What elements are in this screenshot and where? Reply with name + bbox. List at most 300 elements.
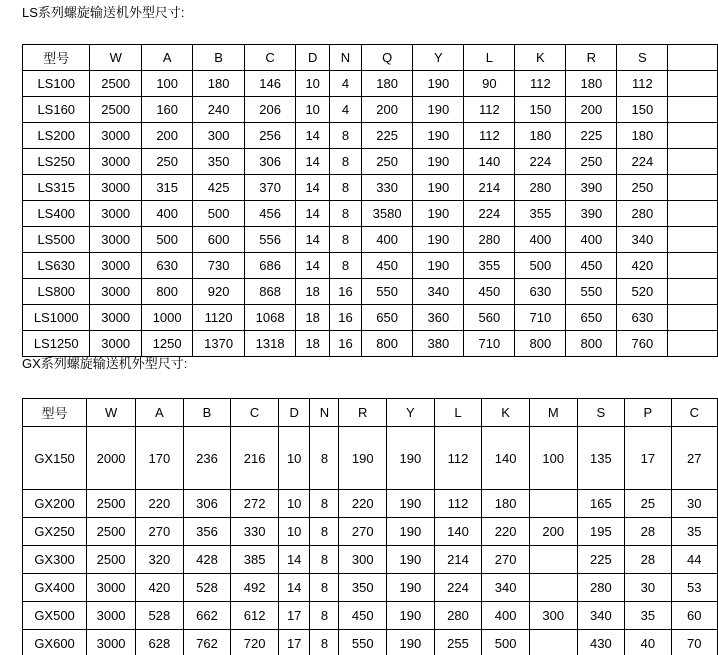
column-header: D [278,399,310,427]
value-cell: 330 [361,175,412,201]
value-cell: 2500 [90,71,141,97]
column-header: S [577,399,625,427]
value-cell: 300 [339,546,387,574]
value-cell: 8 [310,427,339,490]
value-cell: 3000 [90,253,141,279]
value-cell: 280 [464,227,515,253]
value-cell: 500 [141,227,192,253]
value-cell: 190 [413,253,464,279]
value-cell: 528 [183,574,231,602]
value-cell: 195 [577,518,625,546]
value-cell: 3000 [87,574,136,602]
model-cell: GX200 [23,490,87,518]
value-cell: 306 [244,149,295,175]
value-cell [668,227,718,253]
table-row [23,546,718,574]
value-cell: 190 [413,227,464,253]
value-cell: 14 [296,123,330,149]
value-cell [668,253,718,279]
table-row [23,602,718,630]
value-cell [529,630,577,655]
value-cell: 270 [339,518,387,546]
table-row [23,305,718,331]
value-cell: 216 [231,427,279,490]
table-row [23,149,718,175]
value-cell: 2500 [87,518,136,546]
value-cell: 27 [671,427,717,490]
value-cell: 450 [361,253,412,279]
value-cell: 8 [310,602,339,630]
value-cell: 420 [617,253,668,279]
value-cell: 140 [464,149,515,175]
value-cell: 10 [278,490,310,518]
value-cell: 390 [566,201,617,227]
column-header: A [136,399,184,427]
value-cell: 35 [671,518,717,546]
column-header: M [529,399,577,427]
table-row [23,97,718,123]
value-cell [529,490,577,518]
value-cell: 3000 [90,331,141,357]
value-cell: 14 [296,201,330,227]
value-cell: 250 [141,149,192,175]
value-cell [529,574,577,602]
table-row [23,123,718,149]
value-cell: 628 [136,630,184,655]
table-header-row [23,45,718,71]
value-cell: 14 [278,574,310,602]
value-cell: 190 [387,518,435,546]
value-cell: 28 [625,518,671,546]
value-cell: 400 [361,227,412,253]
value-cell: 280 [617,201,668,227]
column-header: N [310,399,339,427]
column-header: W [87,399,136,427]
value-cell: 270 [136,518,184,546]
value-cell: 280 [577,574,625,602]
value-cell: 492 [231,574,279,602]
value-cell: 100 [529,427,577,490]
value-cell: 180 [617,123,668,149]
value-cell: 3000 [87,602,136,630]
value-cell: 710 [464,331,515,357]
value-cell: 8 [330,253,362,279]
value-cell: 340 [482,574,530,602]
value-cell: 3000 [90,201,141,227]
value-cell: 17 [278,630,310,655]
value-cell: 90 [464,71,515,97]
value-cell: 920 [193,279,244,305]
value-cell: 315 [141,175,192,201]
column-header: A [141,45,192,71]
value-cell: 800 [566,331,617,357]
caption-ls-series: LS系列螺旋输送机外型尺寸: [22,5,185,20]
value-cell: 528 [136,602,184,630]
value-cell: 14 [296,149,330,175]
value-cell: 200 [141,123,192,149]
value-cell: 630 [515,279,566,305]
column-header: C [244,45,295,71]
value-cell: 112 [464,123,515,149]
value-cell: 14 [296,227,330,253]
value-cell: 224 [515,149,566,175]
value-cell: 16 [330,279,362,305]
table-row [23,427,718,490]
value-cell: 1318 [244,331,295,357]
value-cell: 250 [566,149,617,175]
value-cell: 14 [278,546,310,574]
value-cell: 868 [244,279,295,305]
value-cell: 350 [193,149,244,175]
gx-series-dimensions-table [22,398,718,655]
model-cell: LS500 [23,227,90,253]
value-cell: 256 [244,123,295,149]
value-cell: 14 [296,253,330,279]
table-row [23,279,718,305]
value-cell: 53 [671,574,717,602]
value-cell: 190 [413,71,464,97]
value-cell: 255 [434,630,482,655]
column-header: K [482,399,530,427]
value-cell: 612 [231,602,279,630]
model-cell: GX150 [23,427,87,490]
value-cell: 500 [193,201,244,227]
value-cell: 306 [183,490,231,518]
column-header: R [339,399,387,427]
model-cell: LS315 [23,175,90,201]
value-cell: 190 [413,149,464,175]
column-header: Q [361,45,412,71]
value-cell: 8 [310,490,339,518]
value-cell: 420 [136,574,184,602]
value-cell [668,123,718,149]
value-cell: 370 [244,175,295,201]
value-cell: 2500 [90,97,141,123]
value-cell [668,201,718,227]
value-cell: 28 [625,546,671,574]
model-cell: LS1000 [23,305,90,331]
model-cell: LS1250 [23,331,90,357]
value-cell: 8 [330,227,362,253]
value-cell: 400 [141,201,192,227]
value-cell: 450 [339,602,387,630]
column-header [668,45,718,71]
model-cell: GX300 [23,546,87,574]
value-cell: 236 [183,427,231,490]
value-cell: 10 [296,71,330,97]
value-cell: 2000 [87,427,136,490]
model-cell: LS200 [23,123,90,149]
value-cell: 1370 [193,331,244,357]
value-cell: 710 [515,305,566,331]
value-cell: 380 [413,331,464,357]
value-cell: 200 [566,97,617,123]
value-cell: 4 [330,97,362,123]
value-cell: 1000 [141,305,192,331]
value-cell: 250 [617,175,668,201]
model-cell: GX250 [23,518,87,546]
value-cell: 190 [413,175,464,201]
value-cell [668,97,718,123]
value-cell: 428 [183,546,231,574]
value-cell: 3000 [90,123,141,149]
table-row [23,175,718,201]
value-cell: 630 [141,253,192,279]
value-cell: 400 [566,227,617,253]
value-cell: 10 [278,427,310,490]
value-cell: 160 [141,97,192,123]
value-cell: 340 [413,279,464,305]
value-cell: 8 [310,574,339,602]
column-header: 型号 [23,45,90,71]
gx-series-table-wrapper [22,398,718,655]
value-cell: 10 [278,518,310,546]
value-cell: 200 [529,518,577,546]
value-cell: 150 [617,97,668,123]
value-cell [668,175,718,201]
value-cell: 8 [310,546,339,574]
value-cell: 135 [577,427,625,490]
value-cell: 18 [296,331,330,357]
column-header: B [183,399,231,427]
value-cell: 1068 [244,305,295,331]
value-cell: 650 [361,305,412,331]
value-cell: 140 [434,518,482,546]
value-cell: 280 [515,175,566,201]
value-cell: 25 [625,490,671,518]
column-header: D [296,45,330,71]
value-cell: 40 [625,630,671,655]
table-row [23,201,718,227]
table-row [23,490,718,518]
value-cell: 18 [296,305,330,331]
value-cell: 17 [278,602,310,630]
value-cell: 180 [193,71,244,97]
column-header: C [671,399,717,427]
value-cell: 385 [231,546,279,574]
value-cell: 390 [566,175,617,201]
model-cell: LS160 [23,97,90,123]
value-cell: 356 [183,518,231,546]
value-cell: 800 [141,279,192,305]
value-cell [529,546,577,574]
value-cell: 500 [515,253,566,279]
value-cell: 190 [387,490,435,518]
value-cell [668,279,718,305]
value-cell: 112 [434,490,482,518]
value-cell: 800 [515,331,566,357]
value-cell: 206 [244,97,295,123]
model-cell: GX500 [23,602,87,630]
value-cell: 760 [617,331,668,357]
column-header: B [193,45,244,71]
value-cell: 214 [464,175,515,201]
caption-gx-series: GX系列螺旋输送机外型尺寸: [22,356,188,371]
value-cell: 355 [515,201,566,227]
value-cell: 112 [515,71,566,97]
value-cell: 180 [566,71,617,97]
model-cell: LS630 [23,253,90,279]
value-cell: 10 [296,97,330,123]
value-cell: 30 [671,490,717,518]
value-cell: 3000 [90,175,141,201]
value-cell: 456 [244,201,295,227]
table-header-row [23,399,718,427]
value-cell: 220 [136,490,184,518]
value-cell: 556 [244,227,295,253]
value-cell: 350 [339,574,387,602]
value-cell: 16 [330,331,362,357]
value-cell: 730 [193,253,244,279]
ls-series-dimensions-table [22,44,718,357]
value-cell: 250 [361,149,412,175]
value-cell: 762 [183,630,231,655]
value-cell: 8 [330,123,362,149]
value-cell: 550 [339,630,387,655]
value-cell: 272 [231,490,279,518]
value-cell: 30 [625,574,671,602]
table-row [23,253,718,279]
value-cell: 190 [413,97,464,123]
column-header: C [231,399,279,427]
value-cell: 112 [464,97,515,123]
value-cell: 560 [464,305,515,331]
model-cell: LS250 [23,149,90,175]
value-cell: 190 [387,546,435,574]
value-cell: 200 [361,97,412,123]
value-cell: 220 [482,518,530,546]
value-cell: 500 [482,630,530,655]
value-cell: 224 [464,201,515,227]
value-cell: 430 [577,630,625,655]
value-cell: 400 [515,227,566,253]
value-cell: 3000 [90,305,141,331]
model-cell: LS400 [23,201,90,227]
value-cell: 8 [330,175,362,201]
value-cell: 35 [625,602,671,630]
value-cell: 146 [244,71,295,97]
value-cell: 330 [231,518,279,546]
value-cell: 340 [577,602,625,630]
ls-series-table-wrapper [22,44,718,357]
column-header: L [434,399,482,427]
value-cell: 180 [515,123,566,149]
value-cell: 686 [244,253,295,279]
value-cell: 44 [671,546,717,574]
value-cell: 2500 [87,490,136,518]
value-cell: 550 [566,279,617,305]
value-cell: 3000 [90,149,141,175]
value-cell: 190 [413,201,464,227]
value-cell: 220 [339,490,387,518]
value-cell: 190 [413,123,464,149]
value-cell: 16 [330,305,362,331]
column-header: K [515,45,566,71]
value-cell [668,149,718,175]
value-cell: 1120 [193,305,244,331]
value-cell: 225 [361,123,412,149]
value-cell: 450 [566,253,617,279]
model-cell: GX600 [23,630,87,655]
value-cell: 240 [193,97,244,123]
value-cell: 190 [387,427,435,490]
column-header: 型号 [23,399,87,427]
value-cell: 600 [193,227,244,253]
value-cell: 8 [330,149,362,175]
value-cell: 190 [387,630,435,655]
value-cell: 180 [361,71,412,97]
value-cell: 18 [296,279,330,305]
value-cell: 2500 [87,546,136,574]
value-cell: 112 [617,71,668,97]
value-cell: 1250 [141,331,192,357]
value-cell: 60 [671,602,717,630]
model-cell: GX400 [23,574,87,602]
column-header: R [566,45,617,71]
value-cell: 3000 [90,227,141,253]
table-row [23,574,718,602]
value-cell: 340 [617,227,668,253]
value-cell: 70 [671,630,717,655]
model-cell: LS100 [23,71,90,97]
column-header: N [330,45,362,71]
value-cell: 300 [529,602,577,630]
value-cell: 520 [617,279,668,305]
value-cell: 190 [387,574,435,602]
value-cell: 630 [617,305,668,331]
value-cell: 720 [231,630,279,655]
column-header: Y [387,399,435,427]
table-row [23,71,718,97]
value-cell: 140 [482,427,530,490]
value-cell: 4 [330,71,362,97]
value-cell: 650 [566,305,617,331]
value-cell: 170 [136,427,184,490]
value-cell [668,331,718,357]
value-cell: 224 [617,149,668,175]
value-cell: 400 [482,602,530,630]
value-cell: 165 [577,490,625,518]
value-cell: 8 [310,518,339,546]
table-row [23,227,718,253]
value-cell: 280 [434,602,482,630]
value-cell: 180 [482,490,530,518]
value-cell: 3000 [90,279,141,305]
model-cell: LS800 [23,279,90,305]
value-cell: 3000 [87,630,136,655]
column-header: L [464,45,515,71]
value-cell: 17 [625,427,671,490]
value-cell: 550 [361,279,412,305]
table-row [23,331,718,357]
value-cell: 224 [434,574,482,602]
value-cell: 214 [434,546,482,574]
value-cell: 425 [193,175,244,201]
value-cell: 190 [387,602,435,630]
column-header: Y [413,45,464,71]
column-header: P [625,399,671,427]
value-cell: 800 [361,331,412,357]
column-header: W [90,45,141,71]
value-cell: 100 [141,71,192,97]
value-cell: 662 [183,602,231,630]
value-cell: 320 [136,546,184,574]
value-cell: 450 [464,279,515,305]
value-cell: 355 [464,253,515,279]
value-cell: 190 [339,427,387,490]
value-cell: 360 [413,305,464,331]
value-cell: 270 [482,546,530,574]
